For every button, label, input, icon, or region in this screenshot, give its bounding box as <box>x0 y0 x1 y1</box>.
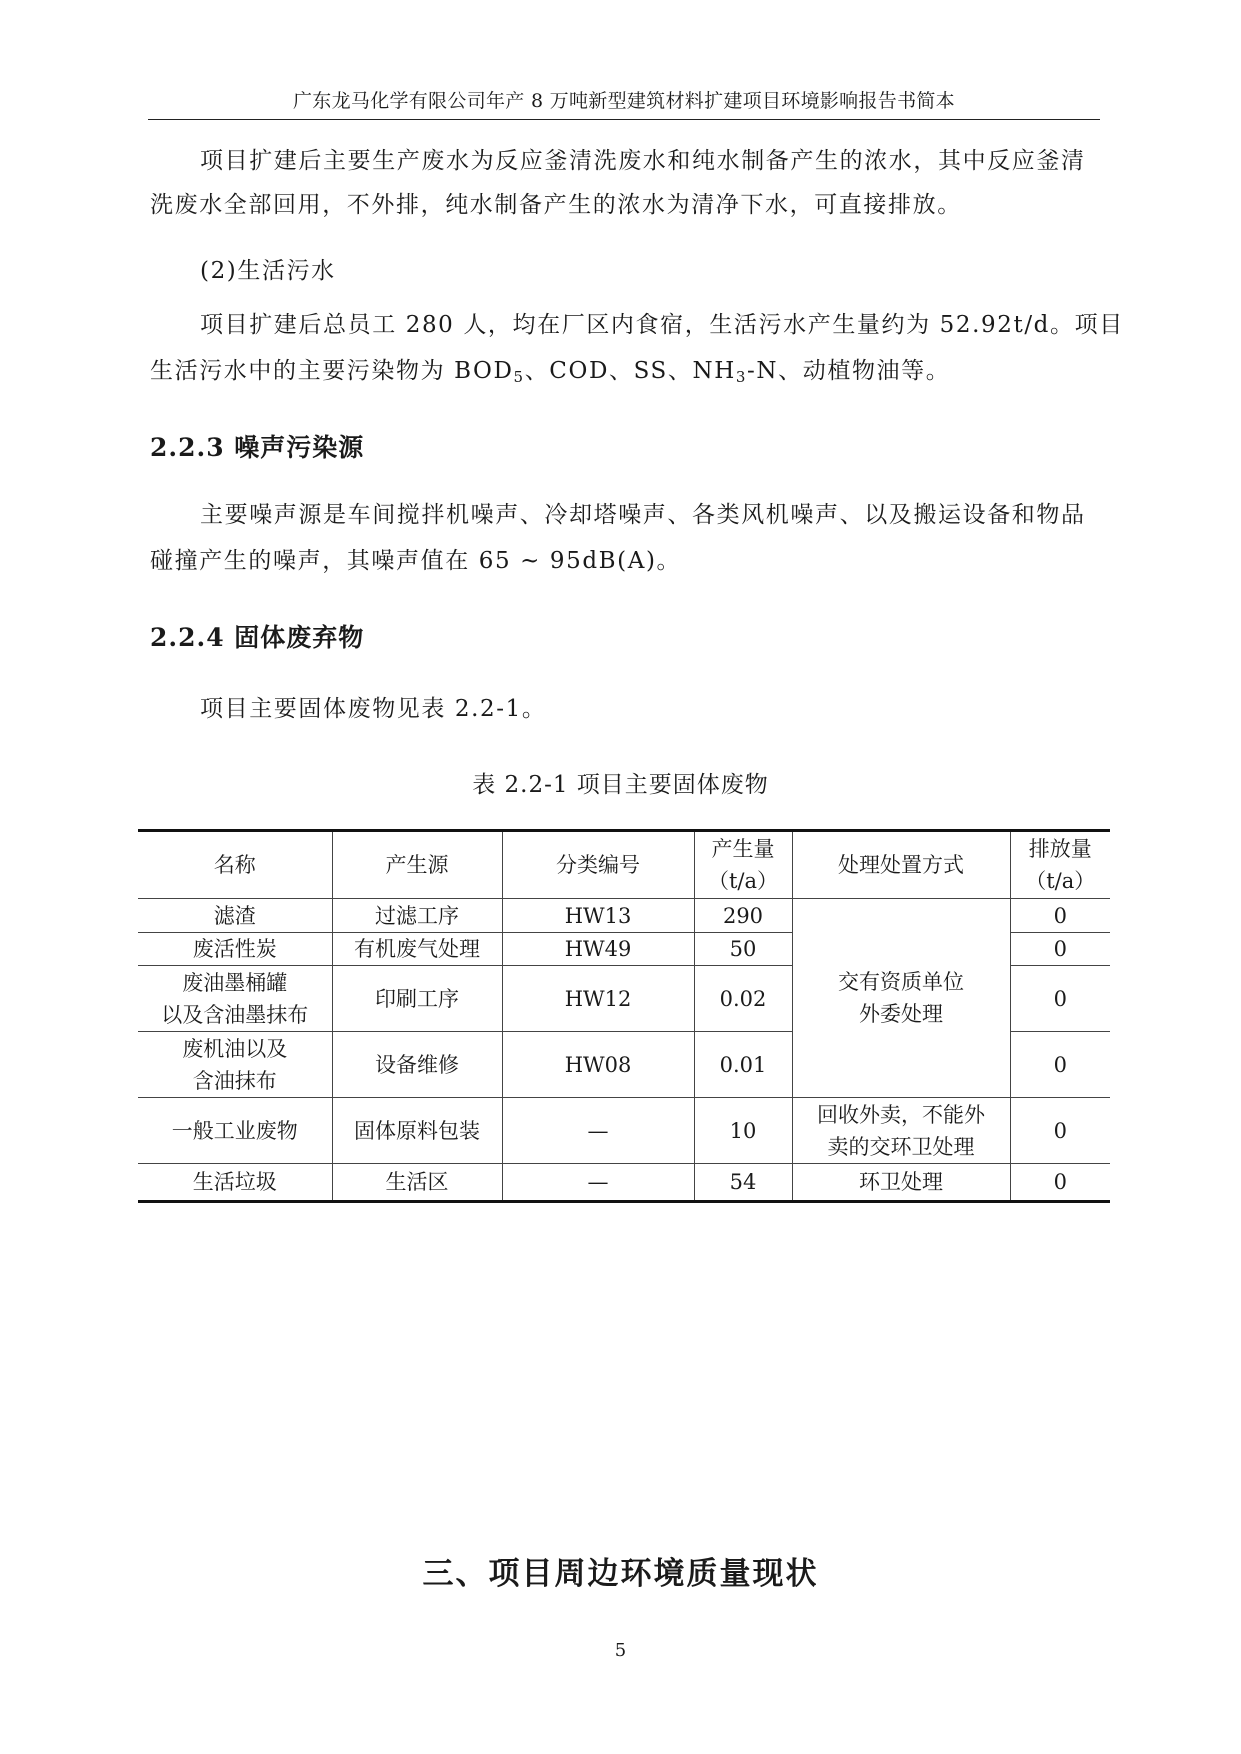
cell-name: 废机油以及 含油抹布 <box>138 1032 332 1098</box>
paragraph-line: 洗废水全部回用，不外排，纯水制备产生的浓水为清净下水，可直接排放。 <box>150 192 962 218</box>
cell-method-merged: 交有资质单位 外委处理 <box>792 899 1010 1098</box>
paragraph-line <box>150 352 950 386</box>
cell-method: 环卫处理 <box>792 1164 1010 1202</box>
cell-amount: 0.01 <box>694 1032 792 1098</box>
cell-amount: 0.02 <box>694 966 792 1032</box>
cell-discharge: 0 <box>1010 1098 1110 1164</box>
cell-method: 回收外卖，不能外 卖的交环卫处理 <box>792 1098 1010 1164</box>
text-run: 生活污水中的主要污染物为 BOD <box>150 358 514 384</box>
header-cell: 产生源 <box>332 831 502 899</box>
cell-name: 废活性炭 <box>138 933 332 966</box>
cell-discharge: 0 <box>1010 933 1110 966</box>
subscript: 3 <box>735 368 748 386</box>
page-header: 广东龙马化学有限公司年产 8 万吨新型建筑材料扩建项目环境影响报告书简本 <box>148 86 1100 120</box>
cell-name: 废油墨桶罐 以及含油墨抹布 <box>138 966 332 1032</box>
cell-discharge: 0 <box>1010 899 1110 933</box>
sub-heading-text: (2)生活污水 <box>200 258 336 284</box>
table-row <box>138 1164 1110 1202</box>
paragraph-line: 碰撞产生的噪声，其噪声值在 65 ~ 95dB(A)。 <box>150 548 682 574</box>
cell-amount: 10 <box>694 1098 792 1164</box>
cell-source: 生活区 <box>332 1164 502 1202</box>
table-header-row <box>138 831 1110 899</box>
solid-waste-table <box>138 829 1110 1203</box>
subscript: 5 <box>513 368 525 386</box>
table-row <box>138 1098 1110 1164</box>
cell-source: 过滤工序 <box>332 899 502 933</box>
cell-amount: 290 <box>694 899 792 933</box>
cell-code: — <box>502 1098 694 1164</box>
heading-solid-waste: 2.2.4 固体废弃物 <box>150 623 365 652</box>
table-row <box>138 899 1110 933</box>
header-cell: 排放量 （t/a） <box>1010 831 1110 899</box>
cell-name: 滤渣 <box>138 899 332 933</box>
header-cell: 产生量 （t/a） <box>694 831 792 899</box>
paragraph-line: 项目扩建后主要生产废水为反应釜清洗废水和纯水制备产生的浓水，其中反应釜清 <box>200 148 1086 174</box>
paragraph-line: 主要噪声源是车间搅拌机噪声、冷却塔噪声、各类风机噪声、以及搬运设备和物品 <box>200 502 1086 528</box>
cell-code: HW08 <box>502 1032 694 1098</box>
cell-source: 有机废气处理 <box>332 933 502 966</box>
cell-discharge: 0 <box>1010 1164 1110 1202</box>
cell-amount: 50 <box>694 933 792 966</box>
header-cell: 名称 <box>138 831 332 899</box>
cell-source: 设备维修 <box>332 1032 502 1098</box>
text-run: 、COD、SS、NH <box>524 358 736 384</box>
paragraph-line: 项目扩建后总员工 280 人，均在厂区内食宿，生活污水产生量约为 52.92t/d。项目 <box>200 312 1124 338</box>
header-cell: 处理处置方式 <box>792 831 1010 899</box>
cell-code: — <box>502 1164 694 1202</box>
table-caption: 表 2.2-1 项目主要固体废物 <box>472 772 769 798</box>
cell-source: 印刷工序 <box>332 966 502 1032</box>
cell-code: HW49 <box>502 933 694 966</box>
cell-code: HW12 <box>502 966 694 1032</box>
text-run: -N、动植物油等。 <box>747 358 951 384</box>
page-number: 5 <box>614 1640 627 1661</box>
paragraph-line: 项目主要固体废物见表 2.2-1。 <box>200 696 547 722</box>
sub-heading-domestic-sewage <box>200 252 336 285</box>
cell-source: 固体原料包装 <box>332 1098 502 1164</box>
cell-discharge: 0 <box>1010 966 1110 1032</box>
chapter-title: 三、项目周边环境质量现状 <box>422 1556 819 1592</box>
cell-code: HW13 <box>502 899 694 933</box>
cell-amount: 54 <box>694 1164 792 1202</box>
cell-discharge: 0 <box>1010 1032 1110 1098</box>
header-cell: 分类编号 <box>502 831 694 899</box>
heading-noise-source: 2.2.3 噪声污染源 <box>150 433 365 462</box>
cell-name: 一般工业废物 <box>138 1098 332 1164</box>
cell-name: 生活垃圾 <box>138 1164 332 1202</box>
